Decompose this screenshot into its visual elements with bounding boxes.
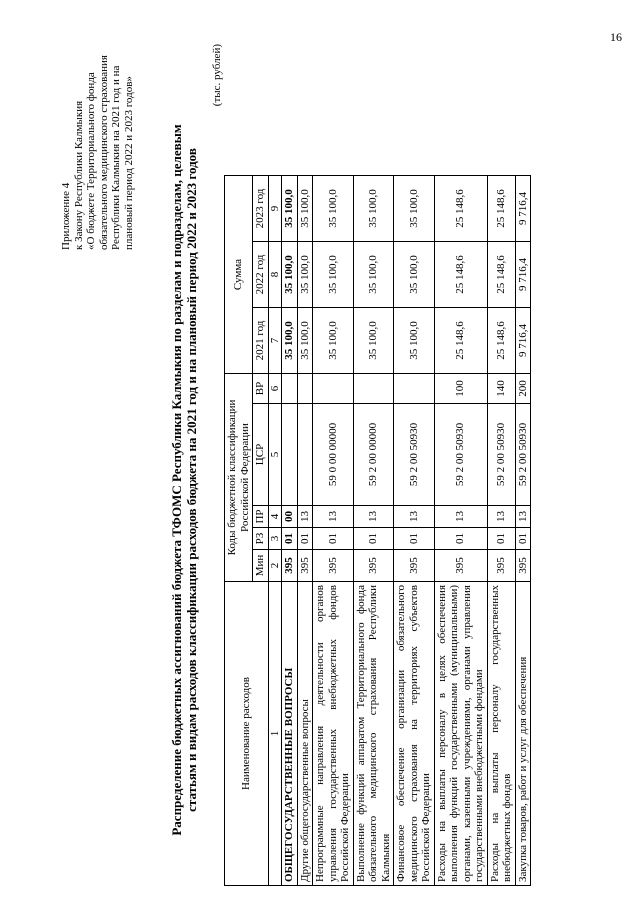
- row-vr: 140: [487, 374, 515, 404]
- row-vr: [353, 374, 394, 404]
- row-2023: 35 100,0: [313, 176, 354, 242]
- column-index: 9: [268, 176, 282, 242]
- appendix-line: «О бюджете Территориального фонда: [85, 72, 97, 250]
- row-rz: 01: [353, 528, 394, 550]
- row-vr: [313, 374, 354, 404]
- row-2023: 9 716,4: [515, 176, 531, 242]
- row-rz: 01: [313, 528, 354, 550]
- appendix-line: Приложение 4: [60, 182, 72, 250]
- table-row: [515, 176, 531, 886]
- row-name: ОБЩЕГОСУДАРСТВЕННЫЕ ВОПРОСЫ: [282, 582, 298, 886]
- column-index: 8: [268, 242, 282, 308]
- row-min: 395: [353, 550, 394, 582]
- row-pr: 13: [313, 506, 354, 528]
- document-title: [169, 80, 199, 880]
- table-row: [434, 176, 487, 886]
- title-line-1: Распределение бюджетных ассигнований бюджета ТФОМС Республики Калмыкия по разделам и подразделам, целевым: [169, 124, 184, 836]
- row-name: Закупка товаров, работ и услуг для обеспечения: [515, 582, 531, 886]
- row-rz: 01: [434, 528, 487, 550]
- row-2021: 9 716,4: [515, 308, 531, 374]
- row-rz: 01: [394, 528, 435, 550]
- row-2021: 35 100,0: [297, 308, 313, 374]
- row-min: 395: [313, 550, 354, 582]
- row-2023: 35 100,0: [282, 176, 298, 242]
- header-2021: 2021 год: [253, 308, 269, 374]
- row-2022: 35 100,0: [282, 242, 298, 308]
- header-2023: 2023 год: [253, 176, 269, 242]
- row-2022: 25 148,6: [434, 242, 487, 308]
- row-vr: [282, 374, 298, 404]
- row-min: 395: [297, 550, 313, 582]
- appendix-line: обязательного медицинского страхования: [97, 55, 110, 250]
- row-csr: 59 2 00 00000: [353, 404, 394, 506]
- row-pr: 13: [487, 506, 515, 528]
- header-rz: РЗ: [253, 528, 269, 550]
- table-row: [353, 176, 394, 886]
- row-rz: 01: [297, 528, 313, 550]
- row-rz: 01: [487, 528, 515, 550]
- table-row: [297, 176, 313, 886]
- row-pr: 13: [394, 506, 435, 528]
- row-min: 395: [487, 550, 515, 582]
- column-index-row: [268, 176, 282, 886]
- row-2022: 35 100,0: [313, 242, 354, 308]
- table-row: [487, 176, 515, 886]
- column-index: 6: [268, 374, 282, 404]
- row-pr: 13: [515, 506, 531, 528]
- row-pr: 13: [434, 506, 487, 528]
- row-2022: 25 148,6: [487, 242, 515, 308]
- row-2021: 25 148,6: [434, 308, 487, 374]
- header-csr: ЦСР: [253, 404, 269, 506]
- header-2022: 2022 год: [253, 242, 269, 308]
- appendix-note: [60, 40, 135, 250]
- table-row: [313, 176, 354, 886]
- row-name: Финансовое обеспечение организации обязательного медицинского страхования на территориях субъектов Российской Федерации: [394, 582, 435, 886]
- row-name: Расходы на выплаты персоналу государственных внебюджетных фондов: [487, 582, 515, 886]
- column-index: 3: [268, 528, 282, 550]
- row-vr: 100: [434, 374, 487, 404]
- table-row: [282, 176, 298, 886]
- row-vr: [394, 374, 435, 404]
- row-pr: 13: [353, 506, 394, 528]
- row-min: 395: [434, 550, 487, 582]
- column-index: 7: [268, 308, 282, 374]
- row-csr: 59 2 00 50930: [434, 404, 487, 506]
- column-index: 2: [268, 550, 282, 582]
- table-row: [394, 176, 435, 886]
- budget-table: [224, 175, 531, 886]
- unit-label: (тыс. рублей): [211, 44, 223, 107]
- appendix-line: плановый период 2022 и 2023 годов»: [122, 76, 135, 250]
- page-number: 16: [610, 30, 622, 44]
- row-rz: 01: [515, 528, 531, 550]
- row-name: Расходы на выплаты персоналу в целях обеспечения выполнения функций государственными (муниципальными) органами, казенными учреждениями, органами управления государственными внебюджетными фондами: [434, 582, 487, 886]
- row-2021: 35 100,0: [282, 308, 298, 374]
- row-min: 395: [282, 550, 298, 582]
- row-csr: 59 0 00 00000: [313, 404, 354, 506]
- title-line-2: статьям и видам расходов классификации расходов бюджета на 2021 год и на плановый период 2022 и 2023 годов: [184, 148, 199, 812]
- header-sum-group: Сумма: [225, 176, 253, 374]
- row-2021: 25 148,6: [487, 308, 515, 374]
- row-name: Непрограммные направления деятельности органов управления государственных внебюджетных фондов Российской Федерации: [313, 582, 354, 886]
- column-index: 4: [268, 506, 282, 528]
- row-2023: 35 100,0: [297, 176, 313, 242]
- header-name: Наименование расходов: [225, 582, 269, 886]
- row-csr: [297, 404, 313, 506]
- header-codes-group: Коды бюджетной классификации Российской Федерации: [225, 374, 253, 582]
- row-csr: 59 2 00 50930: [487, 404, 515, 506]
- row-rz: 01: [282, 528, 298, 550]
- row-min: 395: [394, 550, 435, 582]
- row-min: 395: [515, 550, 531, 582]
- row-2023: 25 148,6: [434, 176, 487, 242]
- row-2021: 35 100,0: [313, 308, 354, 374]
- row-vr: [297, 374, 313, 404]
- rotated-page-content: [12, 30, 632, 890]
- appendix-line: Республики Калмыкия на 2021 год и на: [110, 65, 122, 250]
- row-2023: 35 100,0: [394, 176, 435, 242]
- column-index: 1: [268, 582, 282, 886]
- header-vr: ВР: [253, 374, 269, 404]
- row-pr: 13: [297, 506, 313, 528]
- row-name: Другие общегосударственные вопросы: [297, 582, 313, 886]
- row-2023: 25 148,6: [487, 176, 515, 242]
- row-csr: 59 2 00 50930: [394, 404, 435, 506]
- row-2021: 35 100,0: [353, 308, 394, 374]
- row-vr: 200: [515, 374, 531, 404]
- header-min: Мин: [253, 550, 269, 582]
- row-pr: 00: [282, 506, 298, 528]
- row-2022: 35 100,0: [297, 242, 313, 308]
- row-2022: 35 100,0: [394, 242, 435, 308]
- row-2023: 35 100,0: [353, 176, 394, 242]
- row-name: Выполнение функций аппаратом Территориального фонда обязательного медицинского страхования Республики Калмыкия: [353, 582, 394, 886]
- row-csr: [282, 404, 298, 506]
- row-2021: 35 100,0: [394, 308, 435, 374]
- row-2022: 35 100,0: [353, 242, 394, 308]
- appendix-line: к Закону Республики Калмыкия: [72, 100, 85, 250]
- row-2022: 9 716,4: [515, 242, 531, 308]
- header-pr: ПР: [253, 506, 269, 528]
- row-csr: 59 2 00 50930: [515, 404, 531, 506]
- column-index: 5: [268, 404, 282, 506]
